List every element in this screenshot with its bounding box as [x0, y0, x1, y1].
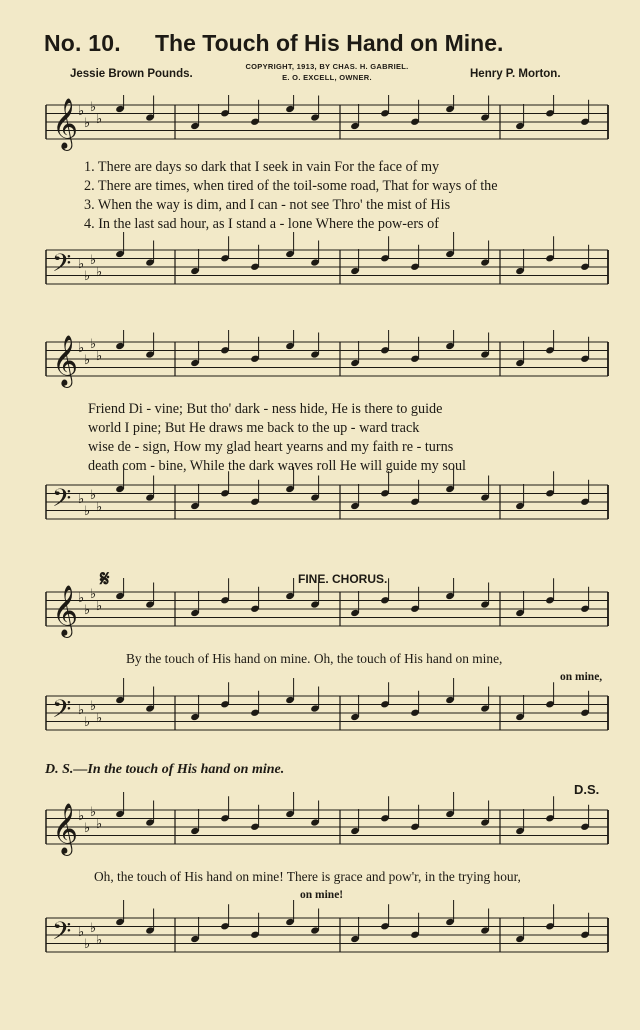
bass-staff [46, 900, 608, 952]
flat-icon: ♭ [96, 349, 103, 364]
flat-icon: ♭ [84, 504, 91, 519]
flat-icon: ♭ [90, 337, 97, 352]
flat-icon: ♭ [96, 817, 103, 832]
flat-icon: ♭ [84, 353, 91, 368]
treble-staff [46, 95, 608, 151]
flat-icon: ♭ [78, 591, 85, 606]
bass-clef-icon: 𝄢 [52, 249, 72, 284]
treble-clef-icon: 𝄞 [52, 98, 79, 149]
flat-icon: ♭ [78, 925, 85, 940]
music-credit: Henry P. Morton. [470, 68, 561, 80]
chorus-echo-2: on mine! [300, 889, 344, 901]
flat-icon: ♭ [84, 821, 91, 836]
chorus-line-1: By the touch of His hand on mine. Oh, the touch of His hand on mine, [126, 651, 503, 666]
verse-4-line-2: death com - bine, While the dark waves roll He will guide my soul [88, 458, 466, 474]
chorus-echo-1: on mine, [560, 671, 603, 683]
segno-sign: 𝄋 [100, 566, 110, 591]
flat-icon: ♭ [96, 599, 103, 614]
ds-instruction: D. S.—In the touch of His hand on mine. [45, 762, 285, 777]
flat-icon: ♭ [78, 104, 85, 119]
flat-icon: ♭ [96, 265, 103, 280]
flat-icon: ♭ [96, 112, 103, 127]
ds-marking: D.S. [574, 782, 600, 797]
treble-clef-icon: 𝄞 [52, 585, 79, 636]
flat-icon: ♭ [84, 937, 91, 952]
bass-clef-icon: 𝄢 [52, 695, 72, 730]
flat-icon: ♭ [78, 341, 85, 356]
flat-icon: ♭ [84, 715, 91, 730]
flat-icon: ♭ [90, 253, 97, 268]
flat-icon: ♭ [90, 921, 97, 936]
copyright-line-1: COPYRIGHT, 1913, BY CHAS. H. GABRIEL. [245, 62, 409, 71]
treble-staff [46, 330, 608, 388]
flat-icon: ♭ [90, 699, 97, 714]
bass-staff [46, 232, 608, 284]
bass-clef-icon: 𝄢 [52, 917, 72, 952]
verse-4-line-1: 4. In the last sad hour, as I stand a - lone Where the pow-ers of [84, 216, 439, 232]
treble-clef-icon: 𝄞 [52, 803, 79, 854]
treble-staff [46, 578, 608, 638]
flat-icon: ♭ [96, 933, 103, 948]
treble-clef-icon: 𝄞 [52, 335, 79, 386]
bass-staff [46, 678, 608, 730]
flat-icon: ♭ [90, 805, 97, 820]
verse-3-line-1: 3. When the way is dim, and I can - not see Thro' the mist of His [84, 197, 451, 213]
flat-icon: ♭ [84, 269, 91, 284]
chorus-line-2: Oh, the touch of His hand on mine! There is grace and pow'r, in the trying hour, [94, 869, 521, 884]
flat-icon: ♭ [90, 488, 97, 503]
flat-icon: ♭ [96, 711, 103, 726]
flat-icon: ♭ [96, 500, 103, 515]
words-credit: Jessie Brown Pounds. [70, 68, 193, 80]
flat-icon: ♭ [78, 703, 85, 718]
flat-icon: ♭ [78, 492, 85, 507]
hymn-title: The Touch of His Hand on Mine. [155, 30, 504, 56]
flat-icon: ♭ [84, 603, 91, 618]
verse-2-line-1: 2. There are times, when tired of the toil-some road, That for ways of the [84, 178, 498, 194]
treble-staff [46, 792, 608, 856]
bass-clef-icon: 𝄢 [52, 484, 72, 519]
flat-icon: ♭ [90, 100, 97, 115]
fine-chorus-marking: FINE. CHORUS. [298, 572, 388, 586]
flat-icon: ♭ [90, 587, 97, 602]
music-system-3 [0, 578, 640, 758]
copyright-line-2: E. O. EXCELL, OWNER. [282, 73, 372, 82]
hymn-number: No. 10. [44, 30, 121, 56]
verse-2-line-2: world I pine; But He draws me back to the up - ward track [88, 420, 420, 436]
verse-1-line-2: Friend Di - vine; But tho' dark - ness hide, He is there to guide [88, 401, 443, 417]
flat-icon: ♭ [78, 257, 85, 272]
flat-icon: ♭ [78, 809, 85, 824]
verse-1-line-1: 1. There are days so dark that I seek in vain For the face of my [84, 159, 440, 175]
flat-icon: ♭ [84, 116, 91, 131]
verse-3-line-2: wise de - sign, How my glad heart yearns and my faith re - turns [88, 439, 454, 455]
